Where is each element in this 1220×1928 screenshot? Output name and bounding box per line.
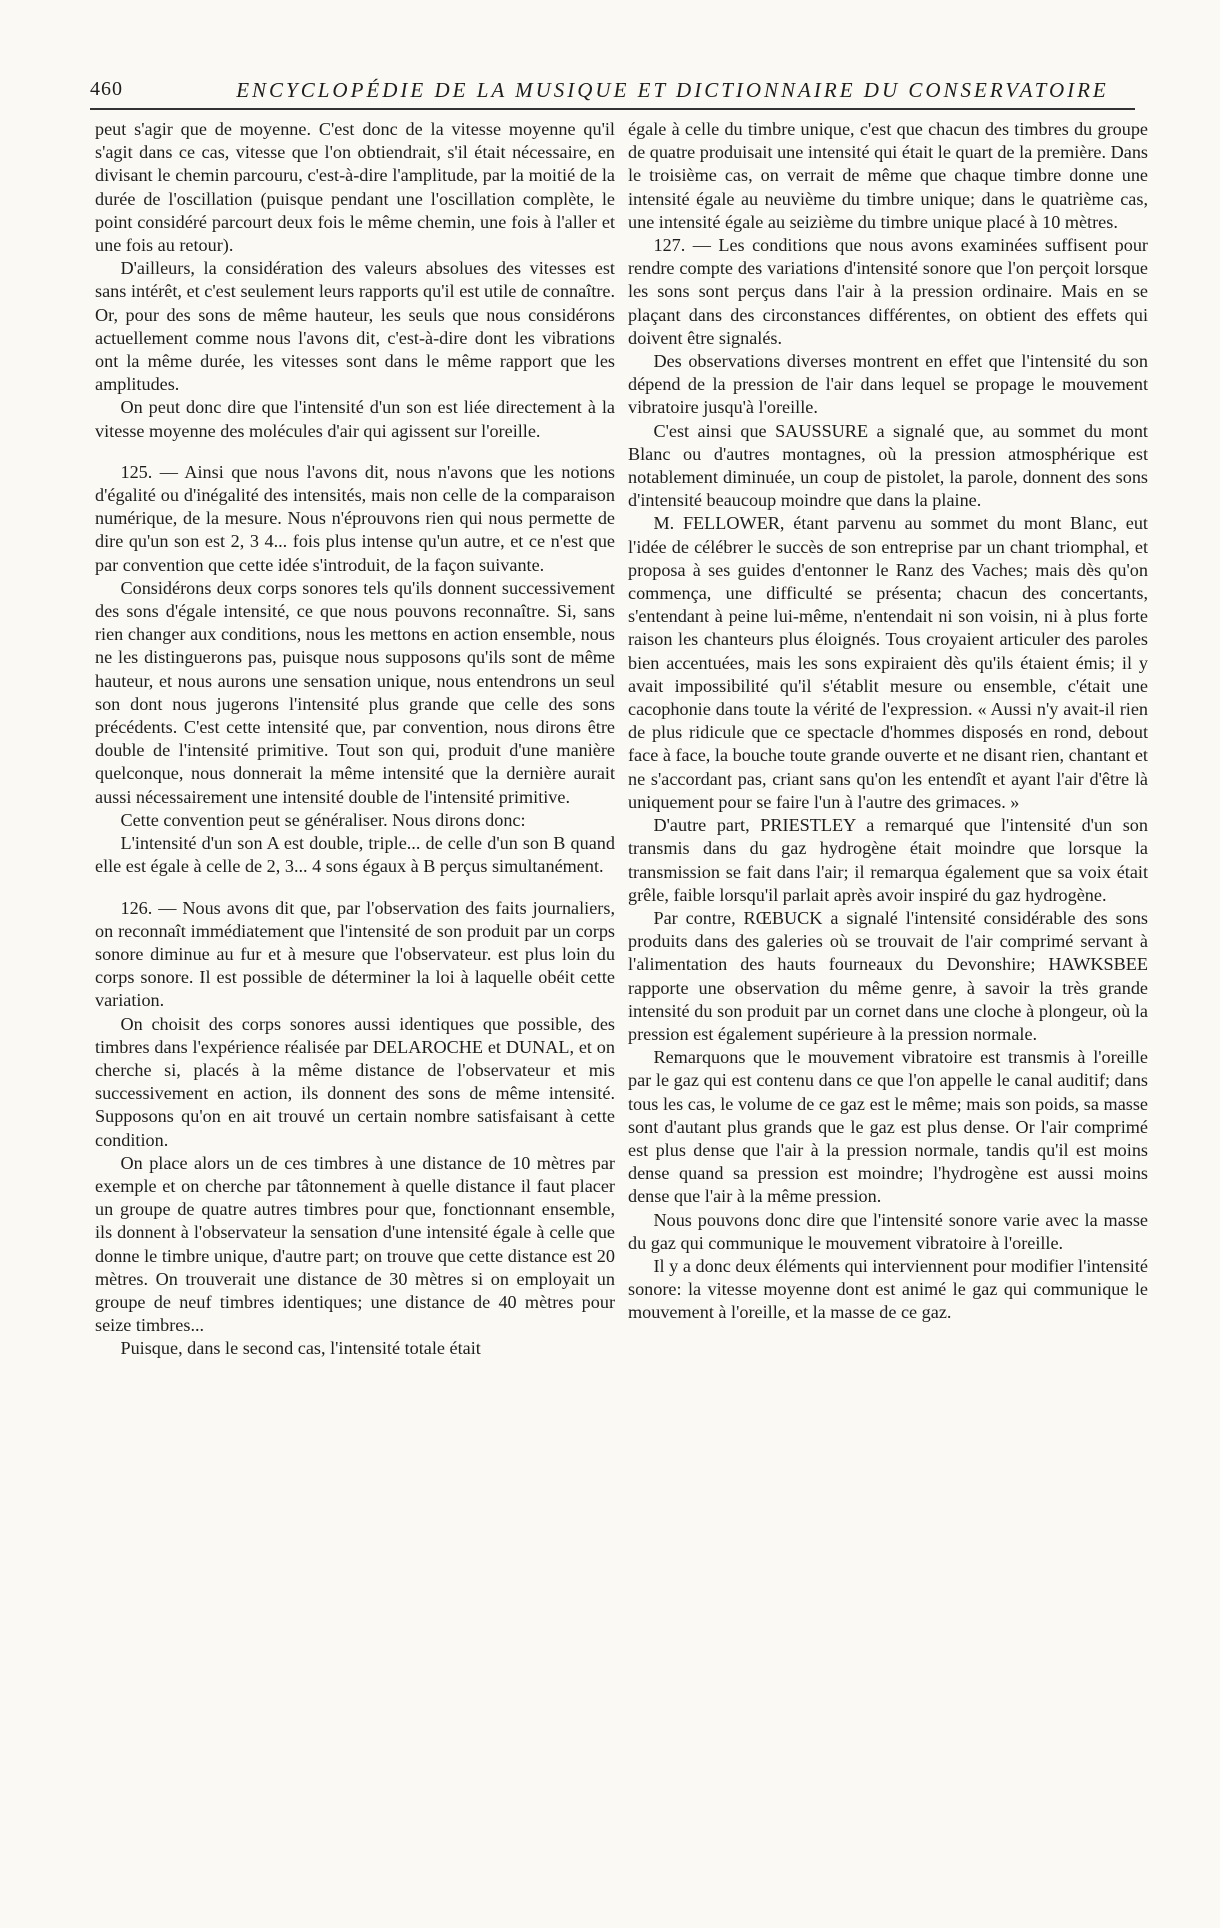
paragraph: M. FELLOWER, étant parvenu au sommet du mont Blanc, eut l'idée de célébrer le succès de son entreprise par un chant triomphal, et proposa à ses guides d'entonner le Ranz des Vaches; mais dès qu'on commença, une difficulté se présenta; chacun des concertants, s'entendant à peine lui-même, n'entendait ni son voisin, ni à plus forte raison les chanteurs plus éloignés. Tous croyaient articuler des paroles bien accentuées, mais les sons expiraient dès qu'ils étaient émis; il y avait impossibilité qu'il s'établit mesure ou ensemble, c'était une cacophonie dans toute la vérité de l'expression. « Aussi n'y avait-il rien de plus ridicule que ce spectacle d'hommes disposés en rond, debout face à face, la bouche toute grande ouverte et ne disant rien, chantant et ne s'accordant pas, criant sans qu'on les entendît et ayant l'air d'être là uniquement pour se faire l'un à l'autre des grimaces. » [628,513,1148,812]
page-header [90,78,1135,110]
paragraph: Par contre, RŒBUCK a signalé l'intensité considérable des sons produits dans des galeries où se trouvait de l'air comprimé servant à l'alimentation des hauts fourneaux du Devonshire; HAWKSBEE rapporte une observation du même genre, à savoir la très grande intensité du son produit par un cornet dans une cloche à plongeur, où la pression est également supérieure à la pression normale. [628,907,1148,1044]
paragraph: Il y a donc deux éléments qui interviennent pour modifier l'intensité sonore: la vitesse moyenne dont est animé le gaz qui communique le mouvement à l'oreille, et la masse de ce gaz. [628,1255,1148,1323]
paragraph: On choisit des corps sonores aussi identiques que possible, des timbres dans l'expérience réalisée par DELAROCHE et DUNAL, et on cherche si, placés à la même distance de l'observateur et mis successivement en action, ils donnent des sons de même intensité. Supposons qu'on en ait trouvé un certain nombre satisfaisant à cette condition. [95,1013,615,1150]
paragraph: Remarquons que le mouvement vibratoire est transmis à l'oreille par le gaz qui est contenu dans ce que l'on appelle le canal auditif; dans tous les cas, le volume de ce gaz est le même; mais son poids, sa masse sont d'autant plus grands que le gaz est plus dense. Or l'air comprimé est plus dense que l'air à la pression normale, tandis qu'il est moins dense quand sa pression est moindre; l'hydrogène est aussi moins dense que l'air à la même pression. [628,1047,1148,1207]
paragraph: Cette convention peut se généraliser. Nous dirons donc: [120,809,526,830]
section-127: 127. — Les conditions que nous avons examinées suffisent pour rendre compte des variations d'intensité sonore que l'on perçoit lorsque les sons sont perçus dans l'air à la pression ordinaire. Mais en se plaçant dans des circonstances différentes, on obtient des effets qui doivent être signalés. [628,235,1148,348]
paragraph: L'intensité d'un son A est double, triple... de celle d'un son B quand elle est égale à celle de 2, 3... 4 sons égaux à B perçus simultanément. [95,833,615,877]
paragraph: Puisque, dans le second cas, l'intensité totale était [120,1338,481,1359]
page-number: 460 [90,78,123,100]
left-column [95,118,615,1361]
section-125: 125. — Ainsi que nous l'avons dit, nous n'avons que les notions d'égalité ou d'inégalité des intensités, mais non celle de la comparaison numérique, de la mesure. Nous n'éprouvons rien qui nous permette de dire qu'un son est 2, 3 4... fois plus intense qu'un autre, et ce n'est que par convention que cette idée s'introduit, de la façon suivante. [95,461,615,575]
right-column [628,118,1148,1325]
paragraph: On place alors un de ces timbres à une distance de 10 mètres par exemple et on cherche par tâtonnement à quelle distance il faut placer un groupe de quatre autres timbres pour que, fonctionnant ensemble, ils donnent à l'observateur la sensation d'une intensité égale à celle que donne le timbre unique, d'autre part; on trouve que cette distance est 20 mètres. On trouverait une distance de 30 mètres si on employait un groupe de neuf timbres identiques; une distance de 40 mètres pour seize timbres... [95,1152,615,1336]
running-title: ENCYCLOPÉDIE DE LA MUSIQUE ET DICTIONNAIRE DU CONSERVATOIRE [236,78,1109,102]
paragraph: peut s'agir que de moyenne. C'est donc de la vitesse moyenne qu'il s'agit dans ce cas, vitesse que l'on obtiendrait, s'il était nécessaire, en divisant le chemin parcouru, c'est-à-dire l'amplitude, par la moitié de la durée de l'oscillation (puisque pendant une l'oscillation complète, le point considéré parcourt deux fois le même chemin, une fois à l'aller et une fois au retour). [95,119,615,256]
paragraph: égale à celle du timbre unique, c'est que chacun des timbres du groupe de quatre produisait une intensité qui était le quart de la première. Dans le troisième cas, on verrait de même que chaque timbre donne une intensité égale au neuvième du timbre unique; dans le quatrième cas, une intensité égale au seizième du timbre unique placé à 10 mètres. [628,119,1148,232]
paragraph: C'est ainsi que SAUSSURE a signalé que, au sommet du mont Blanc ou d'autres montagnes, où la pression atmosphérique est notablement diminuée, un coup de pistolet, la parole, donnent des sons d'intensité beaucoup moindre que dans la plaine. [628,420,1148,511]
paragraph: Considérons deux corps sonores tels qu'ils donnent successivement des sons d'égale intensité, ce que nous pouvons reconnaître. Si, sans rien changer aux conditions, nous les mettons en action ensemble, nous ne les distinguerons pas, puisque nous supposons qu'ils sont de même hauteur, et nous aurons une sensation unique, nous entendrons un seul son dont nous jugerons l'intensité plus grande que celle des sons précédents. C'est cette intensité que, par convention, nous dirons être double de l'intensité primitive. Tout son qui, produit d'une manière quelconque, nous donnerait la même intensité que la dernière aurait aussi nécessairement une intensité double de l'intensité primitive. [95,577,615,807]
paragraph: D'autre part, PRIESTLEY a remarqué que l'intensité d'un son transmis dans du gaz hydrogène était moindre que lorsque la transmission se fait dans l'air; il remarqua également que sa voix était grêle, faible lorsqu'il parlait après avoir inspiré du gaz hydrogène. [628,815,1148,905]
paragraph: Nous pouvons donc dire que l'intensité sonore varie avec la masse du gaz qui communique le mouvement vibratoire à l'oreille. [628,1209,1148,1253]
section-126: 126. — Nous avons dit que, par l'observation des faits journaliers, on reconnaît immédiatement que l'intensité de son produit par un corps sonore diminue au fur et à mesure que l'observateur. est plus loin du corps sonore. Il est possible de déterminer la loi à laquelle obéit cette variation. [95,897,615,1011]
paragraph: D'ailleurs, la considération des valeurs absolues des vitesses est sans intérêt, et c'est seulement leurs rapports qu'il est utile de connaître. Or, pour des sons de même hauteur, les seuls que nous considérons actuellement comme nous l'avons dit, c'est-à-dire dont les vibrations ont la même durée, les vitesses sont dans le même rapport que les amplitudes. [95,258,615,395]
paragraph: Des observations diverses montrent en effet que l'intensité du son dépend de la pression de l'air dans lequel se propage le mouvement vibratoire jusqu'à l'oreille. [628,351,1148,418]
paragraph: On peut donc dire que l'intensité d'un son est liée directement à la vitesse moyenne des molécules d'air qui agissent sur l'oreille. [95,397,615,441]
